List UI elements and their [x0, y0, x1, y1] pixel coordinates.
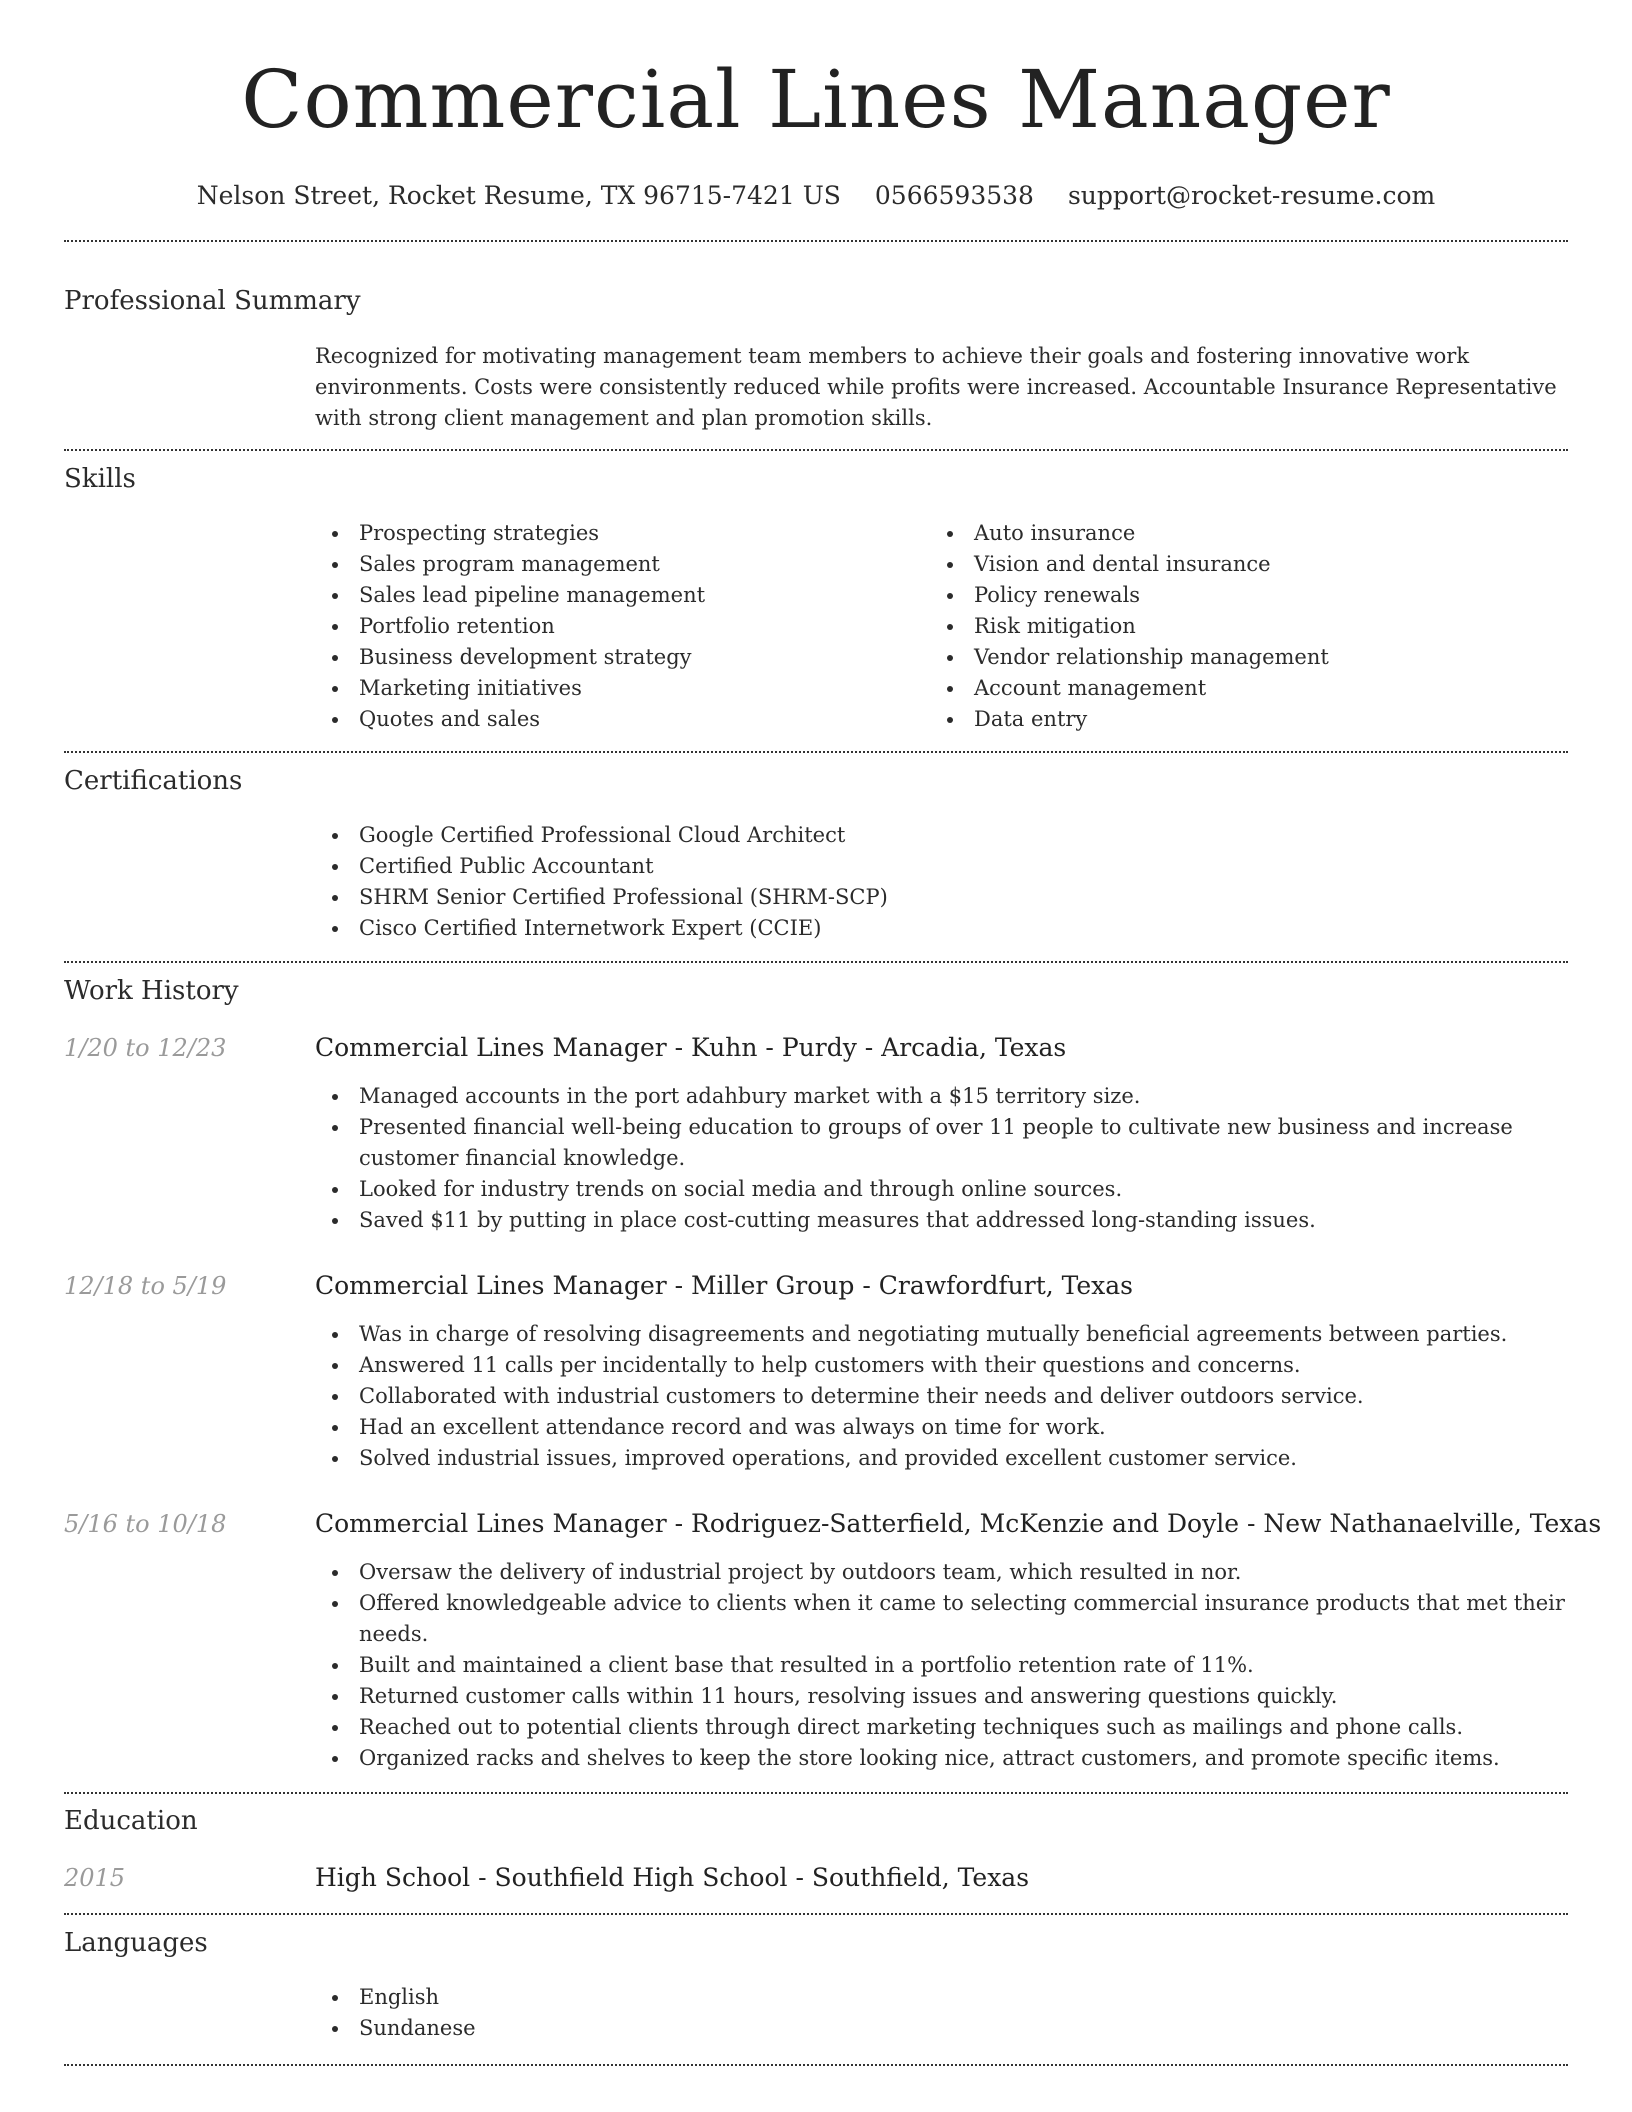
list-item: Built and maintained a client base that resulted in a portfolio retention rate of 11%.: [315, 1650, 1565, 1681]
job-bullets: [315, 1319, 1565, 1474]
resume-header: [0, 52, 1632, 212]
certifications-list: [315, 820, 1565, 944]
job-bullet-list: [315, 1081, 1565, 1236]
list-item: Saved $11 by putting in place cost-cutting measures that addressed long-standing issues.: [315, 1205, 1565, 1236]
job-bullet-list: [315, 1319, 1565, 1474]
list-item: SHRM Senior Certified Professional (SHRM-SCP): [315, 882, 1565, 913]
job-date: 5/16 to 10/18: [64, 1510, 227, 1538]
list-item: Managed accounts in the port adahbury market with a $15 territory size.: [315, 1081, 1565, 1112]
list-item: Cisco Certified Internetwork Expert (CCIE): [315, 913, 1565, 944]
education-heading: Education: [64, 1806, 198, 1836]
job-title: Commercial Lines Manager - Kuhn - Purdy - Arcadia, Texas: [315, 1033, 1067, 1062]
job-date: 12/18 to 5/19: [64, 1272, 227, 1300]
list-item: Marketing initiatives: [315, 673, 930, 704]
contact-info: [0, 180, 1632, 212]
list-item: Data entry: [930, 704, 1329, 735]
list-item: Oversaw the delivery of industrial project by outdoors team, which resulted in nor.: [315, 1557, 1565, 1588]
section-divider: [64, 1792, 1568, 1794]
list-item: Had an excellent attendance record and was always on time for work.: [315, 1412, 1565, 1443]
list-item: Sundanese: [315, 2013, 1565, 2044]
list-item: Offered knowledgeable advice to clients when it came to selecting commercial insurance products that met their needs.: [315, 1588, 1565, 1650]
work-history-heading: Work History: [64, 976, 239, 1006]
job-bullet-list: [315, 1557, 1565, 1774]
languages-items: [315, 1982, 1565, 2044]
list-item: Returned customer calls within 11 hours, resolving issues and answering questions quickly.: [315, 1681, 1565, 1712]
list-item: Solved industrial issues, improved operations, and provided excellent customer service.: [315, 1443, 1565, 1474]
list-item: Answered 11 calls per incidentally to help customers with their questions and concerns.: [315, 1350, 1565, 1381]
list-item: Looked for industry trends on social media and through online sources.: [315, 1174, 1565, 1205]
list-item: Certified Public Accountant: [315, 851, 1565, 882]
contact-phone: 0566593538: [874, 181, 1034, 210]
section-divider: [64, 751, 1568, 753]
section-divider: [64, 961, 1568, 963]
list-item: Was in charge of resolving disagreements and negotiating mutually beneficial agreements between parties.: [315, 1319, 1565, 1350]
certifications-heading: Certifications: [64, 766, 243, 796]
list-item: Risk mitigation: [930, 611, 1329, 642]
languages-list: [315, 1982, 1565, 2044]
list-item: Auto insurance: [930, 518, 1329, 549]
list-item: Sales lead pipeline management: [315, 580, 930, 611]
list-item: Vision and dental insurance: [930, 549, 1329, 580]
list-item: Quotes and sales: [315, 704, 930, 735]
section-divider: [64, 449, 1568, 451]
summary-text: Recognized for motivating management team members to achieve their goals and fostering innovative work environments. Costs were consistently reduced while profits were increased. Accountable Insurance Representative with strong client management and plan promotion skills.: [315, 344, 1557, 430]
section-divider: [64, 1913, 1568, 1915]
summary-heading: Professional Summary: [64, 286, 361, 316]
list-item: Google Certified Professional Cloud Architect: [315, 820, 1565, 851]
list-item: Account management: [930, 673, 1329, 704]
job-bullets: [315, 1081, 1565, 1236]
job-title: Commercial Lines Manager - Miller Group - Crawfordfurt, Texas: [315, 1271, 1133, 1300]
section-divider: [64, 2064, 1568, 2066]
contact-address: Nelson Street, Rocket Resume, TX 96715-7421 US: [196, 181, 841, 210]
education-date: 2015: [64, 1864, 126, 1892]
list-item: Reached out to potential clients through direct marketing techniques such as mailings and phone calls.: [315, 1712, 1565, 1743]
languages-heading: Languages: [64, 1928, 208, 1958]
list-item: Sales program management: [315, 549, 930, 580]
list-item: Vendor relationship management: [930, 642, 1329, 673]
list-item: Collaborated with industrial customers to determine their needs and deliver outdoors service.: [315, 1381, 1565, 1412]
section-divider: [64, 240, 1568, 242]
skills-column-right: [930, 518, 1329, 735]
skills-list: [315, 518, 1565, 735]
list-item: English: [315, 1982, 1565, 2013]
job-date: 1/20 to 12/23: [64, 1034, 227, 1062]
contact-email: support@rocket-resume.com: [1067, 181, 1436, 210]
candidate-name: Commercial Lines Manager: [241, 53, 1391, 146]
job-title: Commercial Lines Manager - Rodriguez-Satterfield, McKenzie and Doyle - New Nathanaelville, Texas: [315, 1509, 1602, 1538]
list-item: Policy renewals: [930, 580, 1329, 611]
skills-heading: Skills: [64, 464, 136, 494]
list-item: Business development strategy: [315, 642, 930, 673]
job-bullets: [315, 1557, 1565, 1774]
list-item: Presented financial well-being education to groups of over 11 people to cultivate new business and increase customer financial knowledge.: [315, 1112, 1565, 1174]
education-entry: High School - Southfield High School - Southfield, Texas: [315, 1863, 1030, 1892]
certifications-items: [315, 820, 1565, 944]
skills-column-left: [315, 518, 930, 735]
list-item: Organized racks and shelves to keep the store looking nice, attract customers, and promote specific items.: [315, 1743, 1565, 1774]
list-item: Portfolio retention: [315, 611, 930, 642]
list-item: Prospecting strategies: [315, 518, 930, 549]
